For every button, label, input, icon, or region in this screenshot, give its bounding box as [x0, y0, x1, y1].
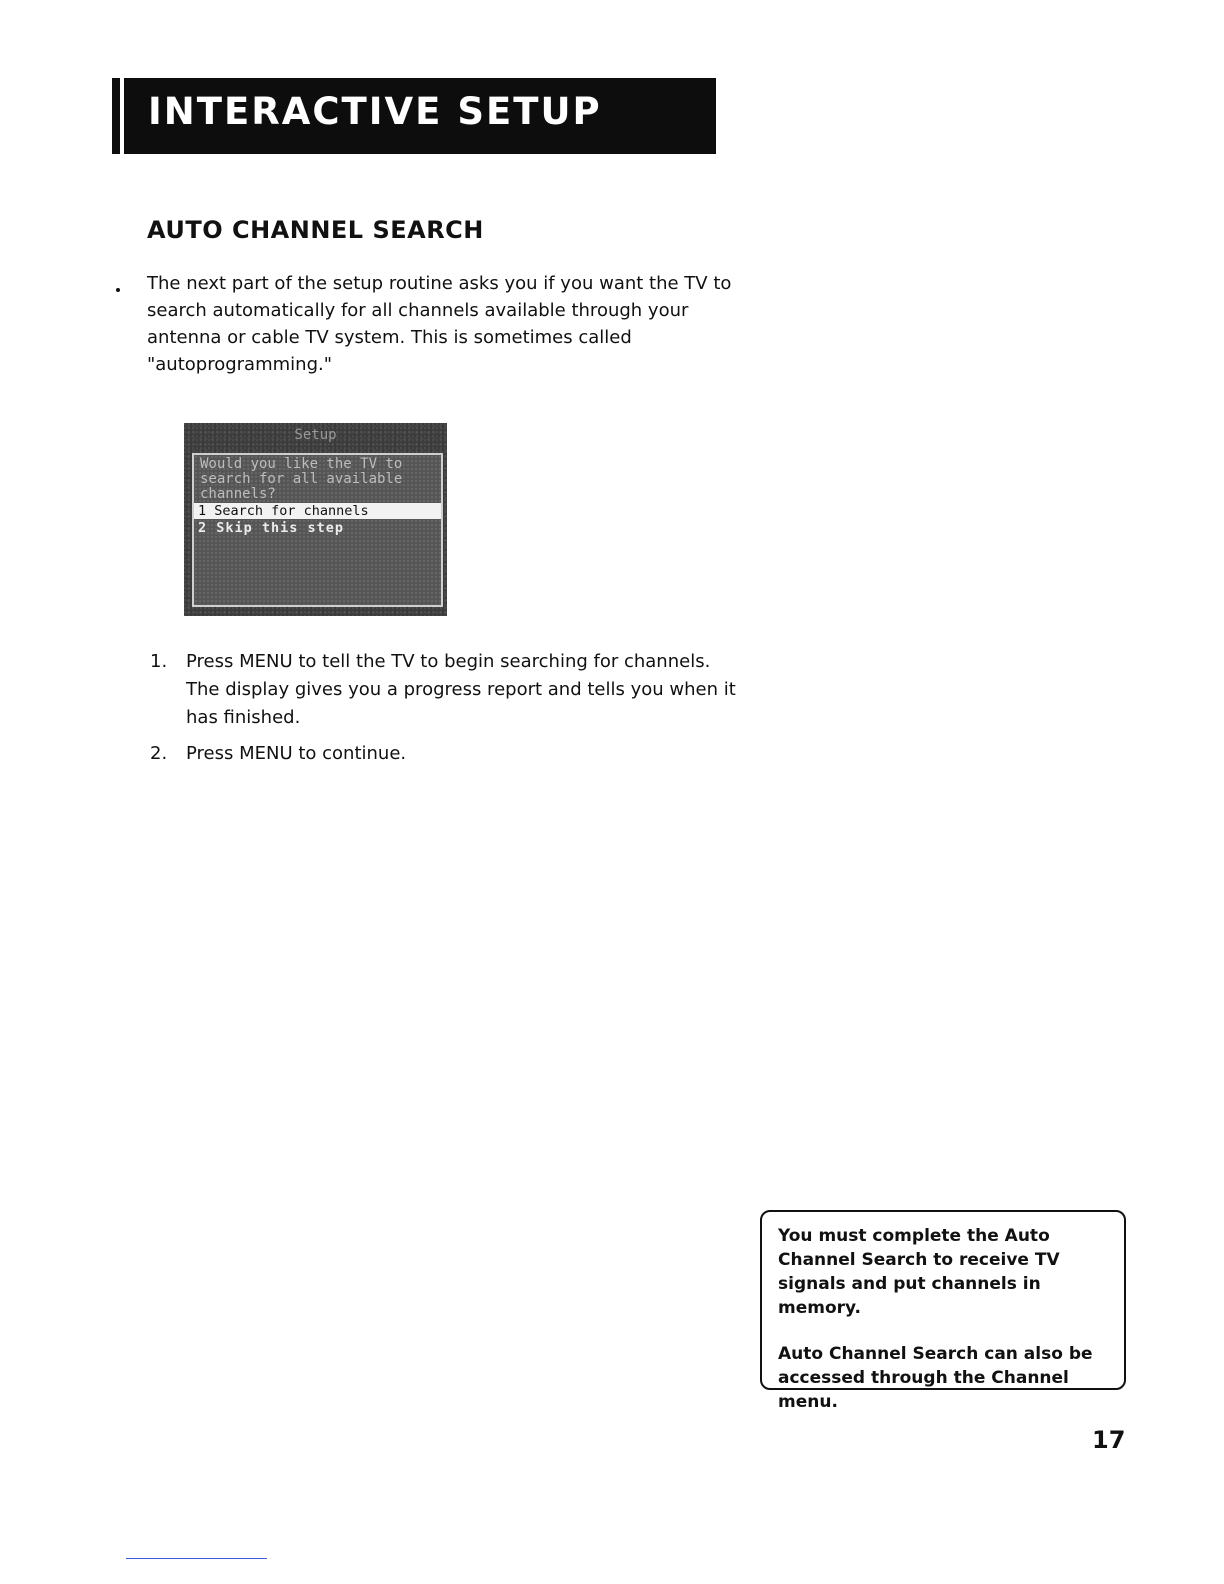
tv-menu-panel [192, 453, 443, 607]
footer-rule [126, 1558, 267, 1559]
step-item [150, 740, 740, 768]
note-paragraph: Auto Channel Search can also be accessed through the Channel menu. [778, 1344, 1093, 1412]
intro-paragraph: The next part of the setup routine asks you if you want the TV to search automatically for all channels available through your antenna or cable TV system. This is sometimes called "autoprogramming." [147, 273, 732, 375]
tv-option-skip: 2 Skip this step [198, 520, 345, 536]
note-paragraph: You must complete the Auto Channel Search to receive TV signals and put channels in memory. [778, 1226, 1060, 1318]
step-text: Press MENU to continue. [186, 743, 407, 764]
page-number: 17 [1092, 1426, 1126, 1454]
steps-list [150, 648, 740, 776]
step-number: 1. [150, 651, 168, 672]
note-box [760, 1210, 1126, 1412]
step-item [150, 648, 740, 732]
tv-question-text: Would you like the TV to search for all available channels? [200, 456, 411, 502]
tv-screen-title: Setup [294, 427, 337, 443]
section-heading: AUTO CHANNEL SEARCH [147, 216, 484, 244]
header-bar-stub [112, 78, 124, 154]
page-header-bar [112, 78, 716, 154]
tv-screen-illustration [184, 423, 447, 616]
step-number: 2. [150, 743, 168, 764]
tv-option-search: 1 Search for channels [194, 503, 441, 519]
step-text: Press MENU to tell the TV to begin searching for channels. The display gives you a progress report and tells you when it has finished. [186, 651, 736, 728]
page-header-title: INTERACTIVE SETUP [148, 90, 602, 133]
margin-dot [116, 288, 120, 292]
